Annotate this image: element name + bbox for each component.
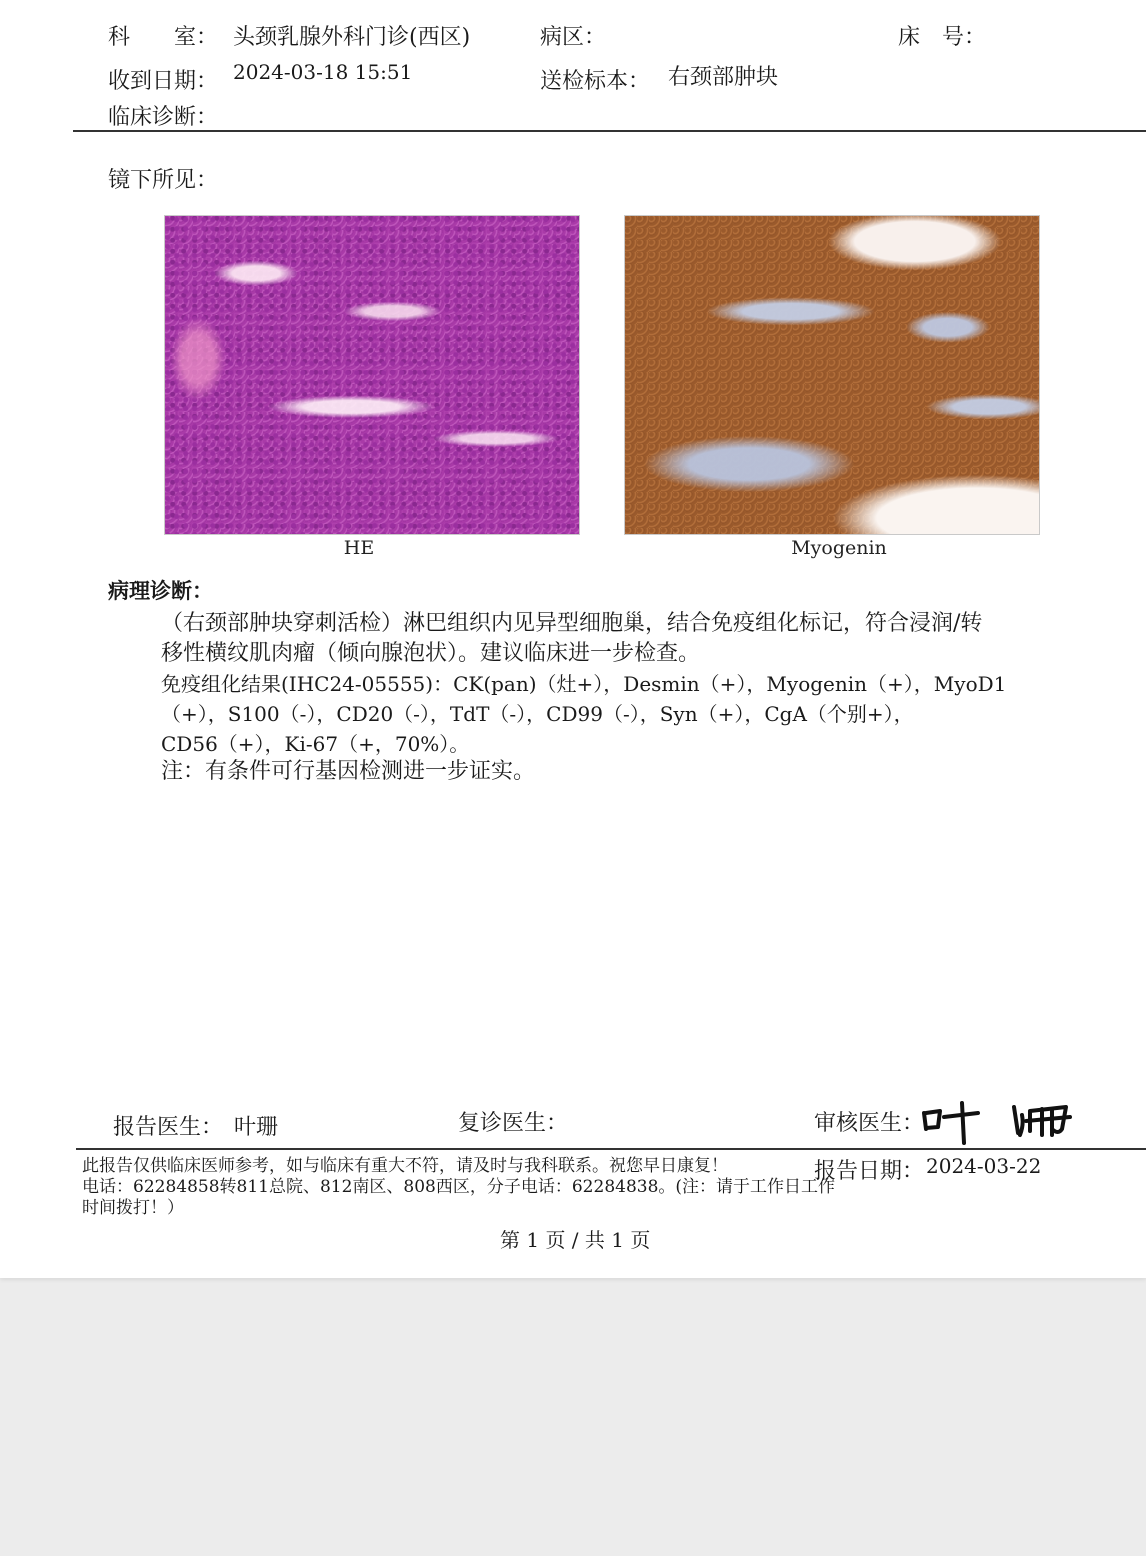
diagnosis-line-4: （+），S100（-），CD20（-），TdT（-），CD99（-），Syn（+），CgA（个别+），: [161, 702, 914, 726]
myogenin-caption: Myogenin: [791, 537, 887, 559]
phone-info-text: 电话：62284858转811总院、812南区、808西区，分子电话：62284838。(注：请于工作日工作: [82, 1177, 836, 1197]
clinical-diagnosis-label: 临床诊断：: [108, 105, 219, 130]
bed-label: 床 号：: [898, 25, 987, 50]
recheck-doctor-label: 复诊医生：: [458, 1111, 569, 1136]
report-date-value: 2024-03-22: [926, 1154, 1042, 1178]
he-caption: HE: [343, 537, 375, 559]
clipped-top-row: [108, 0, 115, 11]
department-label: 科 室：: [108, 25, 219, 50]
diagnosis-line-6: 注：有条件可行基因检测进一步证实。: [161, 759, 536, 784]
microscopy-label: 镜下所见：: [108, 168, 219, 193]
received-date-value: 2024-03-18 15:51: [233, 60, 413, 84]
reviewer-handwritten-signature: [918, 1095, 1078, 1147]
he-stain-image: [164, 215, 580, 535]
diagnosis-line-1: （右颈部肿块穿刺活检）淋巴组织内见异型细胞巢，结合免疫组化标记，符合浸润/转: [161, 611, 983, 636]
diagnosis-line-2: 移性横纹肌肉瘤（倾向腺泡状）。建议临床进一步检查。: [161, 641, 701, 666]
specimen-value: 右颈部肿块: [668, 65, 779, 90]
specimen-label: 送检标本：: [540, 69, 651, 94]
myogenin-stain-image: [624, 215, 1040, 535]
page-indicator: 第 1 页 / 共 1 页: [500, 1228, 651, 1252]
pathology-diagnosis-label: 病理诊断：: [108, 579, 213, 603]
department-value: 头颈乳腺外科门诊(西区): [233, 25, 471, 50]
diagnosis-line-3: 免疫组化结果(IHC24-05555)：CK(pan)（灶+），Desmin（+），Myogenin（+），MyoD1: [161, 672, 1007, 696]
diagnosis-line-5: CD56（+），Ki-67（+，70%）。: [161, 732, 470, 756]
reporter-label: 报告医生：: [113, 1115, 224, 1140]
phone-info-text-2: 时间拨打！）: [82, 1198, 184, 1218]
reviewer-label: 审核医生：: [814, 1111, 925, 1136]
reporter-name: 叶珊: [234, 1115, 279, 1140]
footer-divider: [76, 1148, 1146, 1150]
header-divider: [73, 130, 1146, 132]
report-date-label: 报告日期：: [814, 1159, 925, 1184]
ward-label: 病区：: [540, 25, 607, 50]
disclaimer-text: 此报告仅供临床医师参考，如与临床有重大不符，请及时与我科联系。祝您早日康复！: [82, 1156, 728, 1176]
received-date-label: 收到日期：: [108, 69, 219, 94]
